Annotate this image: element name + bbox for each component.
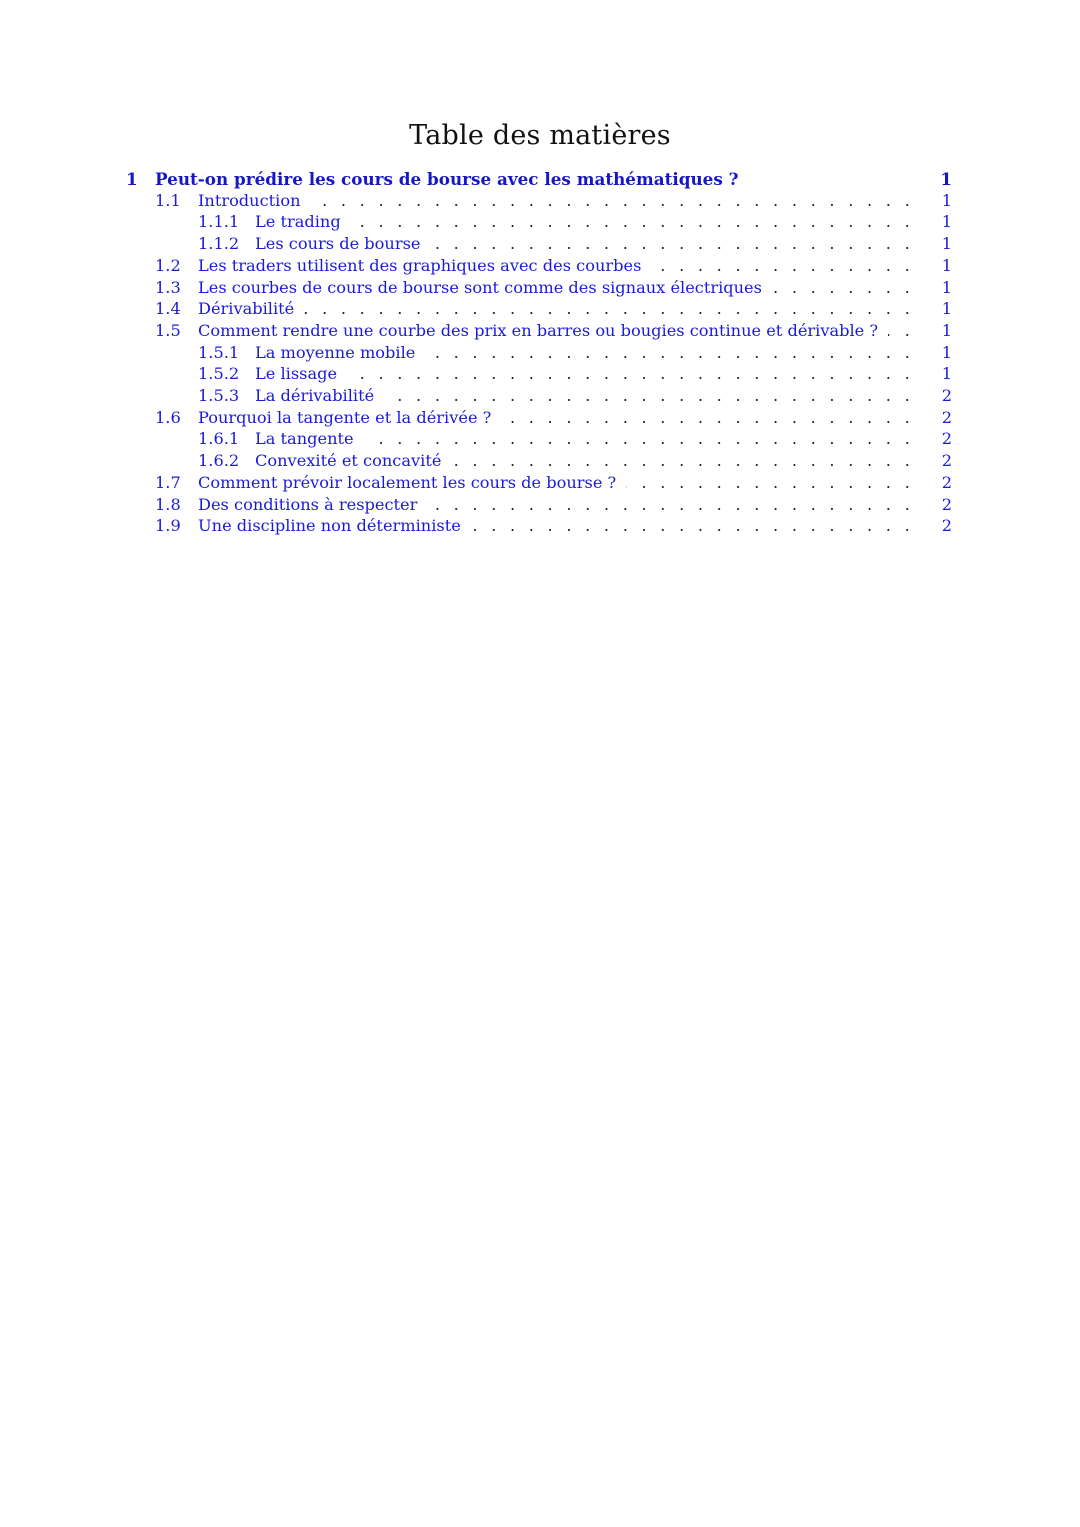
- toc-entry-1-5-1[interactable]: [0, 342, 1080, 364]
- toc-entry-label-text: Les traders utilisent des graphiques avec des courbes: [198, 256, 645, 275]
- toc-entry-1-5[interactable]: [0, 320, 1080, 342]
- toc-entry-1[interactable]: [0, 168, 1080, 190]
- toc-entry-label-text: Convexité et concavité: [255, 451, 445, 470]
- toc-entry-label[interactable]: [198, 515, 465, 537]
- toc-entry-1-1[interactable]: [0, 190, 1080, 212]
- toc-entry-number: 1.1.2: [198, 234, 240, 254]
- toc-entry-1-7[interactable]: [0, 472, 1080, 494]
- toc-entry-page-number: 1: [941, 234, 952, 254]
- toc-entry-label-text: Comment prévoir localement les cours de bourse ?: [198, 473, 620, 492]
- toc-entry-1-1-1[interactable]: [0, 211, 1080, 233]
- toc-entry-label-text: Des conditions à respecter: [198, 495, 421, 514]
- toc-entry-number: 1.5: [155, 320, 181, 340]
- toc-dot-leader: [451, 450, 914, 472]
- toc-dot-leader: [351, 211, 914, 233]
- toc-entry-label[interactable]: [255, 363, 341, 385]
- toc-dot-leader: [651, 255, 914, 277]
- toc-entry-label[interactable]: [198, 255, 645, 277]
- toc-entry-page-number: 2: [941, 472, 952, 492]
- toc-entry-1-8[interactable]: [0, 494, 1080, 516]
- toc-entry-1-3[interactable]: [0, 277, 1080, 299]
- toc-entry-1-2[interactable]: [0, 255, 1080, 277]
- toc-entry-page-number: 2: [941, 429, 952, 449]
- toc-entry-label-text: La tangente: [255, 429, 358, 448]
- toc-entry-label-text: Les cours de bourse: [255, 234, 424, 253]
- toc-entry-label[interactable]: [198, 494, 421, 516]
- toc-entry-1-5-3[interactable]: [0, 385, 1080, 407]
- toc-entry-label[interactable]: [255, 428, 358, 450]
- toc-entry-number: 1.8: [155, 494, 181, 514]
- toc-entry-page-number: 2: [941, 451, 952, 471]
- toc-entry-label[interactable]: [255, 450, 445, 472]
- toc-dot-leader: [430, 233, 914, 255]
- toc-entry-number: 1.4: [155, 299, 181, 319]
- toc-entry-label-text: Une discipline non déterministe: [198, 516, 465, 535]
- toc-entry-label[interactable]: [255, 385, 378, 407]
- toc-entry-label[interactable]: [255, 233, 424, 255]
- toc-entry-label[interactable]: [255, 211, 345, 233]
- toc-entry-1-6[interactable]: [0, 407, 1080, 429]
- toc-entry-label-text: La dérivabilité: [255, 386, 378, 405]
- toc-entry-page-number: 1: [941, 212, 952, 232]
- toc-entry-label-text: Introduction: [198, 191, 305, 210]
- toc-entry-label-text: La moyenne mobile: [255, 343, 419, 362]
- toc-entry-page-number: 1: [941, 299, 952, 319]
- toc-entry-label[interactable]: [198, 277, 766, 299]
- toc-entry-page-number: 1: [941, 255, 952, 275]
- toc-entry-number: 1.6.1: [198, 429, 240, 449]
- toc-entry-number: 1.1.1: [198, 212, 240, 232]
- toc-entry-number: 1.1: [155, 190, 181, 210]
- toc-entry-number: 1.3: [155, 277, 181, 297]
- toc-entry-label-text: Les courbes de cours de bourse sont comme des signaux électriques: [198, 278, 766, 297]
- toc-dot-leader: [501, 407, 914, 429]
- toc-entry-page-number: 2: [941, 407, 952, 427]
- toc-dot-leader: [772, 277, 914, 299]
- toc-entry-label[interactable]: [198, 407, 495, 429]
- toc-entry-number: 1.5.1: [198, 342, 240, 362]
- toc-dot-leader: [384, 385, 914, 407]
- toc-entry-page-number: 1: [941, 364, 952, 384]
- toc-entry-number: 1.7: [155, 472, 181, 492]
- toc-title: Table des matières: [409, 120, 671, 151]
- toc-dot-leader: [471, 515, 914, 537]
- toc-entry-label[interactable]: [155, 168, 742, 190]
- toc-entry-label-text: Comment rendre une courbe des prix en barres ou bougies continue et dérivable ?: [198, 321, 882, 340]
- toc-entry-1-6-2[interactable]: [0, 450, 1080, 472]
- toc-dot-leader: [347, 363, 914, 385]
- toc-entry-label[interactable]: [198, 298, 298, 320]
- toc-dot-leader: [626, 472, 914, 494]
- toc-entry-label[interactable]: [198, 320, 882, 342]
- toc-entry-number: 1.6.2: [198, 451, 240, 471]
- toc-entry-page-number: 1: [941, 190, 952, 210]
- toc-entry-page-number: 1: [941, 320, 952, 340]
- toc-entry-label-text: Pourquoi la tangente et la dérivée ?: [198, 408, 495, 427]
- toc-entry-number: 1.9: [155, 516, 181, 536]
- toc-dot-leader: [364, 428, 914, 450]
- toc-entry-number: 1.2: [155, 255, 181, 275]
- toc-entry-label[interactable]: [255, 342, 419, 364]
- toc-entry-label[interactable]: [198, 190, 305, 212]
- toc-entry-1-4[interactable]: [0, 298, 1080, 320]
- toc-entry-page-number: 2: [941, 494, 952, 514]
- toc-dot-leader: [304, 298, 914, 320]
- toc-entry-label[interactable]: [198, 472, 620, 494]
- toc-entry-page-number: 1: [941, 342, 952, 362]
- toc-dot-leader: [311, 190, 914, 212]
- toc-entry-number: 1.5.2: [198, 364, 240, 384]
- toc-entry-1-9[interactable]: [0, 515, 1080, 537]
- toc-entry-page-number: 2: [941, 516, 952, 536]
- toc-dot-leader: [888, 320, 914, 342]
- toc-entry-number: 1.5.3: [198, 386, 240, 405]
- toc-entry-label-text: Dérivabilité: [198, 299, 298, 318]
- toc-entry-label-text: Peut-on prédire les cours de bourse avec les mathématiques ?: [155, 169, 742, 189]
- toc-dot-leader: [425, 342, 914, 364]
- toc-entry-page-number: 1: [941, 277, 952, 297]
- toc-entry-label-text: Le lissage: [255, 364, 341, 383]
- toc-entry-1-5-2[interactable]: [0, 363, 1080, 385]
- toc-dot-leader: [427, 494, 914, 516]
- toc-entry-page-number: 1: [940, 169, 952, 189]
- toc-entry-page-number: 2: [941, 386, 952, 405]
- toc-entry-1-1-2[interactable]: [0, 233, 1080, 255]
- toc-entry-1-6-1[interactable]: [0, 428, 1080, 450]
- toc-entry-number: 1: [126, 169, 138, 189]
- toc-entry-label-text: Le trading: [255, 212, 345, 231]
- toc-entry-number: 1.6: [155, 407, 181, 427]
